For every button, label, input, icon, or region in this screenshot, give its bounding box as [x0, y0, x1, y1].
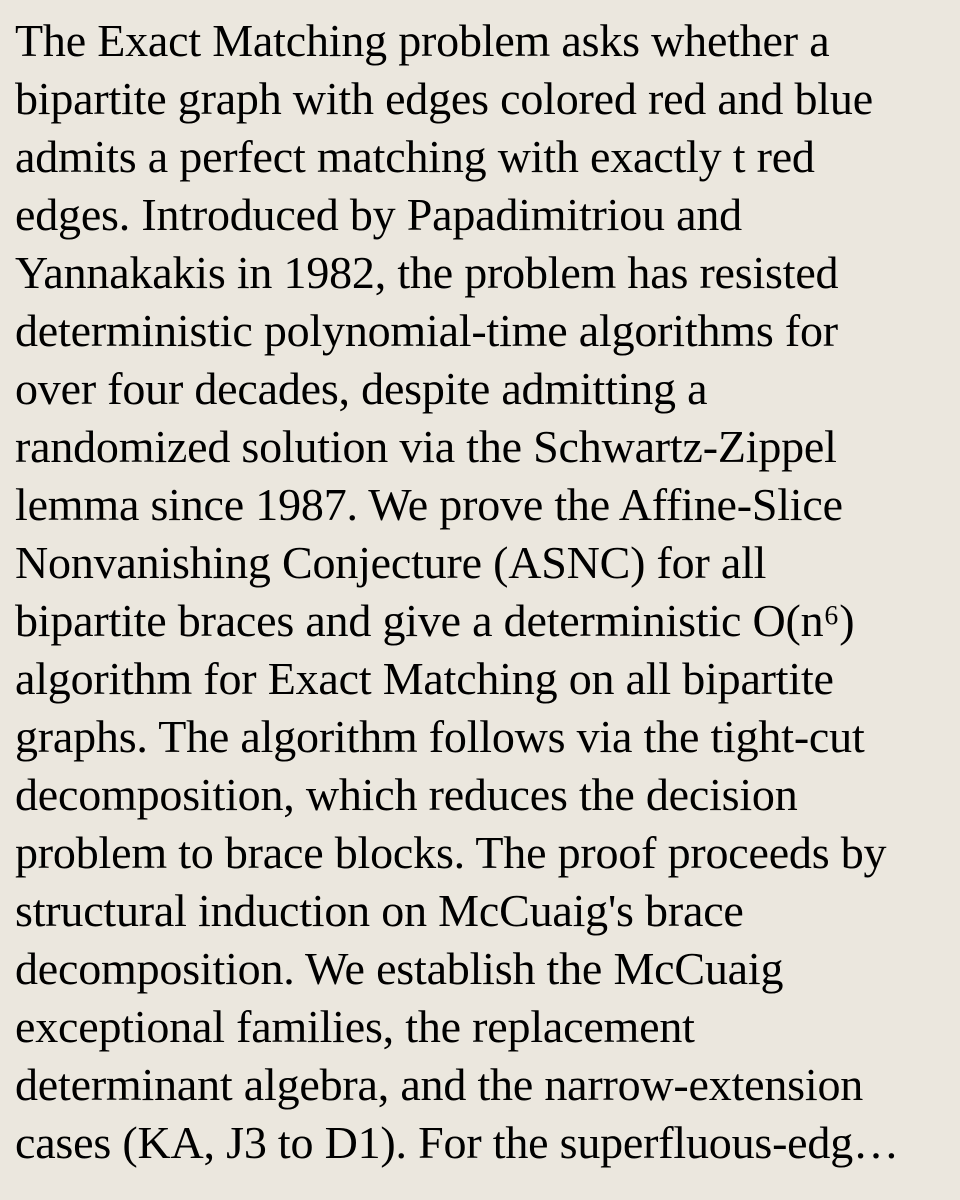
- text-line: randomized solution via the Schwartz-Zippel: [15, 421, 837, 472]
- text-line: exceptional families, the replacement: [15, 1001, 695, 1052]
- text-line: admits a perfect matching with exactly t red: [15, 131, 815, 182]
- text-line: decomposition. We establish the McCuaig: [15, 943, 784, 994]
- text-line: problem to brace blocks. The proof proceeds by: [15, 827, 887, 878]
- text-line: decomposition, which reduces the decision: [15, 769, 798, 820]
- text-line: lemma since 1987. We prove the Affine-Slice: [15, 479, 843, 530]
- text-line: deterministic polynomial-time algorithms for: [15, 305, 838, 356]
- text-line: cases (KA, J3 to D1). For the superfluous-edg…: [15, 1117, 899, 1168]
- text-line: graphs. The algorithm follows via the tight-cut: [15, 711, 865, 762]
- text-line: determinant algebra, and the narrow-extension: [15, 1059, 864, 1110]
- text-line: algorithm for Exact Matching on all bipartite: [15, 653, 834, 704]
- text-line: bipartite braces and give a deterministic O(n⁶): [15, 595, 855, 646]
- text-line: structural induction on McCuaig's brace: [15, 885, 744, 936]
- text-line: Yannakakis in 1982, the problem has resisted: [15, 247, 839, 298]
- abstract-paragraph: [15, 12, 948, 1172]
- text-line: edges. Introduced by Papadimitriou and: [15, 189, 742, 240]
- text-line: over four decades, despite admitting a: [15, 363, 708, 414]
- text-line: Nonvanishing Conjecture (ASNC) for all: [15, 537, 767, 588]
- text-line: The Exact Matching problem asks whether a: [15, 15, 830, 66]
- text-line: bipartite graph with edges colored red and blue: [15, 73, 873, 124]
